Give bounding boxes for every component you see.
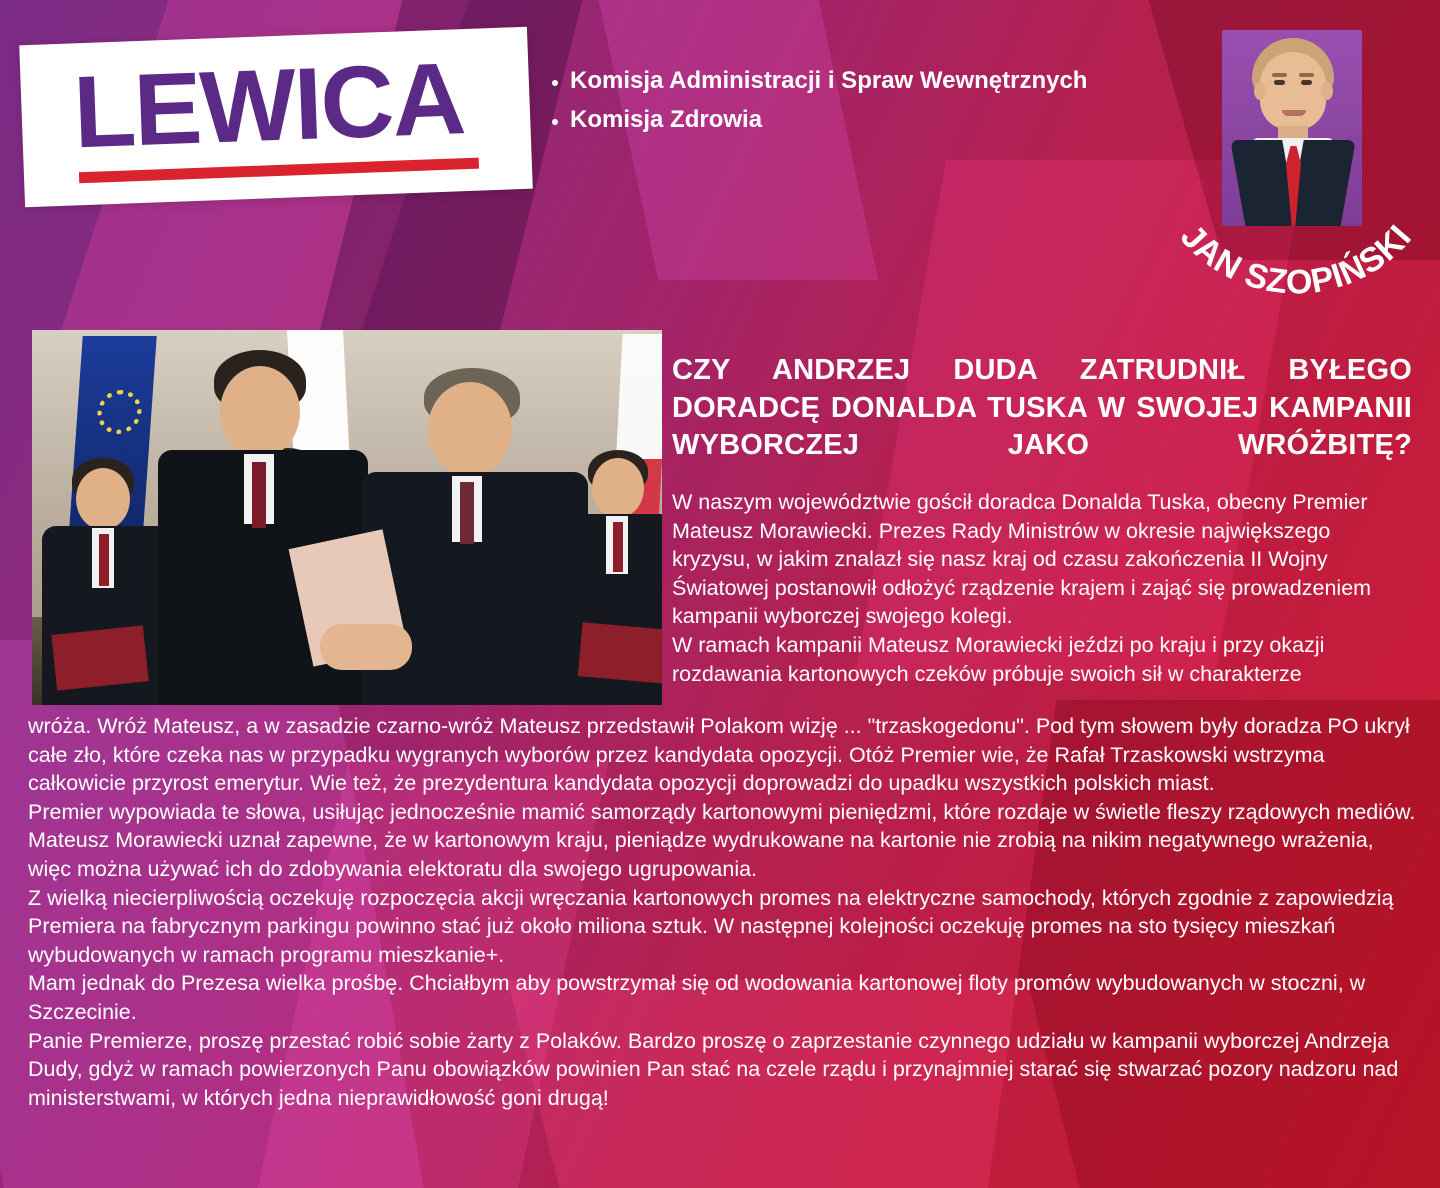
portrait-brow-left (1272, 73, 1287, 77)
candidate-photo (1222, 30, 1362, 226)
article-paragraph: Z wielką niecierpliwością oczekuję rozpoczęcia akcji wręczania kartonowych promes na elektryczne samochody, których zgodnie z zapowiedzią Premiera na fabrycznym parkingu powinno stać już około miliona sztuk. W następnej kolejności oczekuję promes na sto tysięcy mieszkań wybudowanych w ramach programu mieszkanie+. (28, 885, 1394, 967)
photo-document-red (578, 622, 662, 683)
committee-list (548, 62, 1208, 140)
committee-item: • Komisja Zdrowia (570, 101, 1208, 138)
article-paragraph: Mam jednak do Prezesa wielka prośbę. Chciałbym aby powstrzymał się od wodowania kartonowej floty promów wybudowanych w stoczni, w Szczecinie. (28, 971, 1366, 1024)
candidate-name-textpath: JAN SZOPIŃSKI (1173, 218, 1419, 302)
portrait-brow-right (1299, 73, 1314, 77)
article-photo (32, 330, 662, 705)
article-lead (672, 488, 1412, 688)
committee-item: • Komisja Administracji i Spraw Wewnętrznych (570, 62, 1208, 99)
portrait-eye-left (1274, 80, 1285, 85)
candidate-badge (1173, 30, 1422, 302)
candidate-name (1173, 218, 1419, 302)
photo-handshake (320, 624, 412, 670)
article-paragraph: W naszym województwie gościł doradca Donalda Tuska, obecny Premier Mateusz Morawiecki. Prezes Rady Ministrów w okresie największego kryzysu, w jakim znalazł się nasz kraj od czasu zakończenia II Wojny Światowej postanowił odłożyć rządzenie krajem i zająć się prowadzeniem kampanii wyborczej swojego kolegi. (672, 490, 1372, 629)
candidate-name-arc (1170, 218, 1422, 308)
lewica-logo (19, 27, 533, 208)
article-paragraph: wróża. Wróż Mateusz, a w zasadzie czarno-wróż Mateusz przedstawił Polakom wizję ... "trzaskogedonu". Pod tym słowem były doradza PO ukrył całe zło, które czeka nas w przypadku wygranych wyborów przez kandydata opozycji. Otóż Premier wie, że Rafał Trzaskowski wstrzyma całkowicie przyrost emerytur. Wie też, że prezydentura kandydata opozycji doprowadzi do upadku wszystkich polskich miast. (28, 714, 1410, 796)
page-title: CZY ANDRZEJ DUDA ZATRUDNIŁ BYŁEGO DORADCĘ DONALDA TUSKA W SWOJEJ KAMPANII WYBORCZEJ JAKO WRÓŻBITĘ? (672, 354, 1412, 462)
portrait-mouth (1282, 110, 1306, 116)
portrait-face (1260, 52, 1326, 130)
article-paragraph: W ramach kampanii Mateusz Morawiecki jeździ po kraju i przy okazji rozdawania kartonowych czeków próbuje swoich sił w charakterze (672, 632, 1325, 686)
portrait-ear-left (1254, 82, 1266, 100)
article-paragraph: Premier wypowiada te słowa, usiłując jednocześnie mamić samorządy kartonowymi pieniędzmi, które rozdaje w świetle fleszy rządowych mediów. Mateusz Morawiecki uznał zapewne, że w kartonowym kraju, pieniądze wydrukowane na kartonie nie zrobią na nikim negatywnego wrażenia, więc można używać ich do zdobywania elektoratu dla swojego ugrupowania. (28, 799, 1416, 881)
article-paragraph: Panie Premierze, proszę przestać robić sobie żarty z Polaków. Bardzo proszę o zaprzestanie czynnego udziału w kampanii wyborczej Andrzeja Dudy, gdyż w ramach powierzonych Panu obowiązków powinien Pan stać na czele rządu i przynajmniej starać się stwarzać pozory nadzoru nad ministerstwami, w których jedna nieprawidłowość goni drugą! (28, 1028, 1399, 1110)
article-body (28, 712, 1418, 1112)
photo-document-red (51, 625, 148, 690)
portrait-ear-right (1321, 82, 1333, 100)
portrait-eye-right (1301, 80, 1312, 85)
lewica-logo-text: LEWICA (71, 41, 466, 170)
